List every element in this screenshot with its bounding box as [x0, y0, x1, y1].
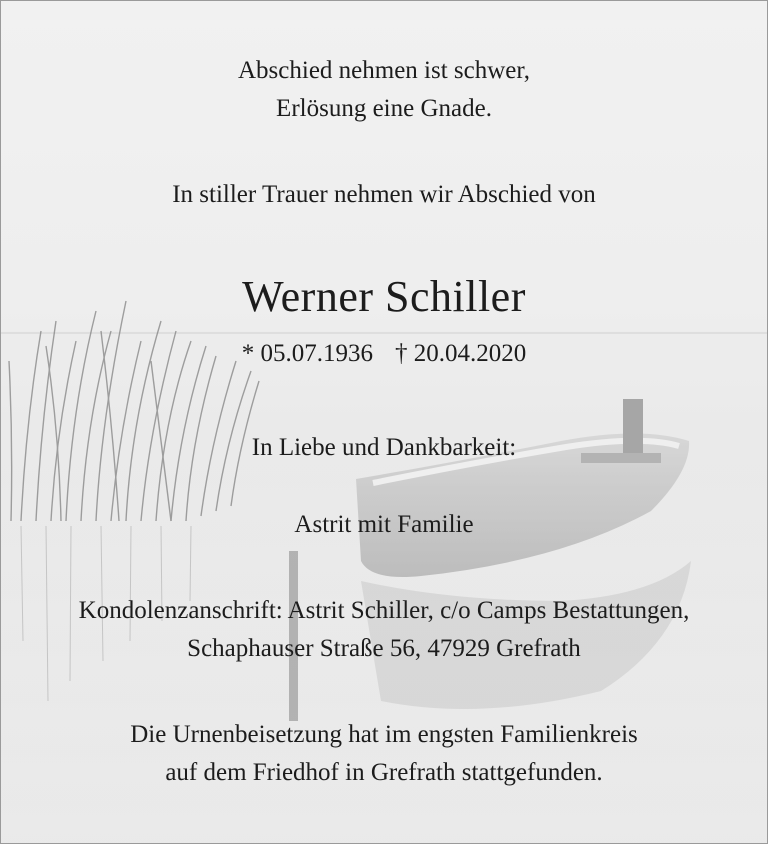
death-date: † 20.04.2020 [395, 340, 527, 367]
intro-text: In stiller Trauer nehmen wir Abschied von [172, 181, 596, 208]
gratitude-text: In Liebe und Dankbarkeit: [251, 434, 517, 461]
burial-info-line-2: auf dem Friedhof in Grefrath stattgefunden. [165, 759, 603, 786]
deceased-name: Werner Schiller [242, 272, 526, 321]
mourners-text: Astrit mit Familie [294, 511, 474, 538]
burial-info-line-1: Die Urnenbeisetzung hat im engsten Familienkreis [130, 721, 638, 748]
life-dates [1, 339, 767, 369]
condolence-address-line-1: Kondolenzanschrift: Astrit Schiller, c/o Camps Bestattungen, [78, 597, 690, 624]
birth-date: * 05.07.1936 [241, 340, 373, 367]
motto-line-1: Abschied nehmen ist schwer, [238, 57, 530, 84]
motto-line-2: Erlösung eine Gnade. [276, 95, 492, 122]
condolence-address-line-2: Schaphauser Straße 56, 47929 Grefrath [187, 635, 581, 662]
notice-text [1, 1, 767, 843]
